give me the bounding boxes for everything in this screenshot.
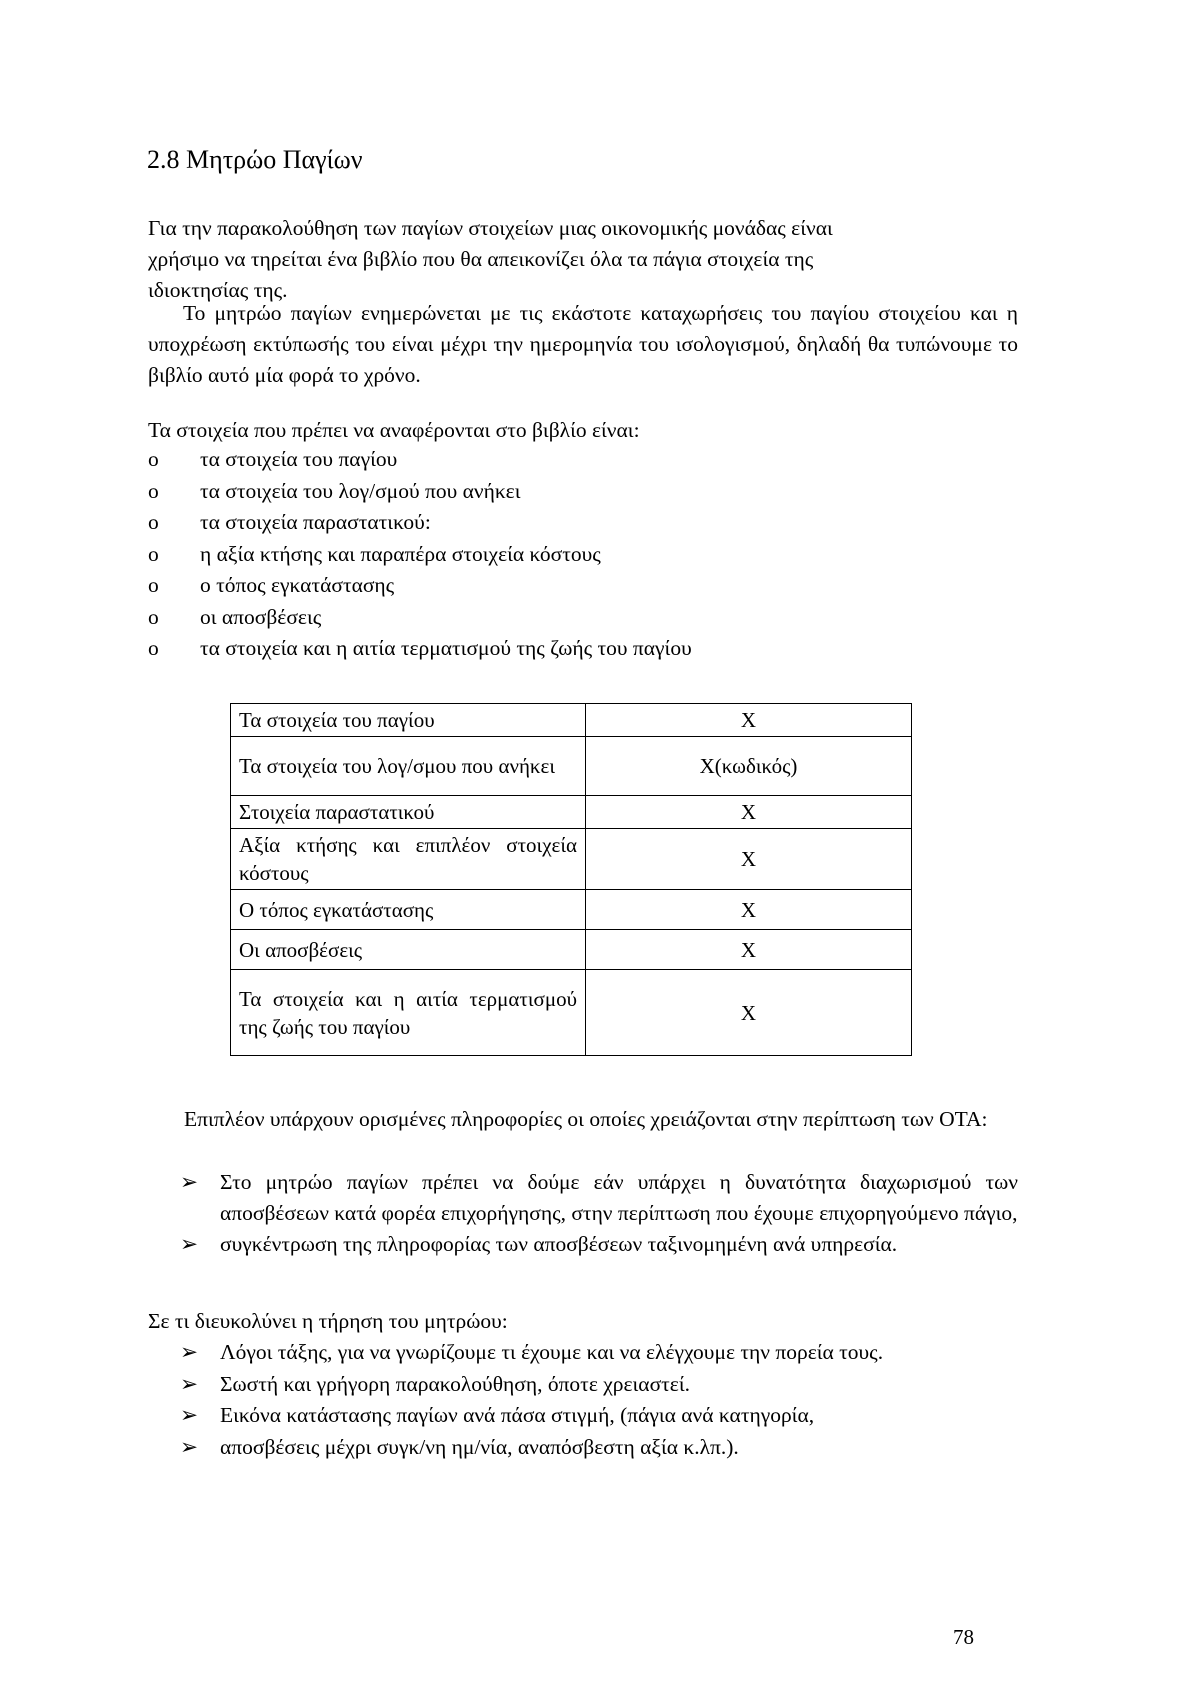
circle-bullet-icon: o [148, 510, 159, 534]
table-cell-label: Αξία κτήσης και επιπλέον στοιχεία κόστους [231, 829, 586, 890]
circle-bullet-icon: o [148, 636, 159, 660]
circle-bullet-icon: o [148, 573, 159, 597]
list-item: ➢ Εικόνα κατάστασης παγίων ανά πάσα στιγμή, (πάγια ανά κατηγορία, [180, 1400, 1018, 1432]
table-cell-value: X [586, 704, 912, 737]
table-cell-value: X [586, 930, 912, 970]
table-cell-label: Τα στοιχεία και η αιτία τερματισμού της ζωής του παγίου [231, 970, 586, 1056]
table-cell-label: Οι αποσβέσεις [231, 930, 586, 970]
table-cell-label: Ο τόπος εγκατάστασης [231, 890, 586, 930]
table-row [231, 737, 912, 796]
elements-list [148, 444, 692, 665]
table-row [231, 704, 912, 737]
list-item: ➢ Σωστή και γρήγορη παρακολούθηση, όποτε χρειαστεί. [180, 1369, 1018, 1401]
table-cell-value: X [586, 796, 912, 829]
table-cell-label: Τα στοιχεία του παγίου [231, 704, 586, 737]
list-item: ➢ συγκέντρωση της πληροφορίας των αποσβέσεων ταξινομημένη ανά υπηρεσία. [180, 1229, 1018, 1260]
arrow-bullet-icon: ➢ [180, 1170, 199, 1194]
list-item: o τα στοιχεία του παγίου [148, 444, 692, 476]
list-item: o τα στοιχεία και η αιτία τερματισμού της ζωής του παγίου [148, 633, 692, 665]
ota-intro: Επιπλέον υπάρχουν ορισμένες πληροφορίες οι οποίες χρειάζονται στην περίπτωση των ΟΤΑ: [184, 1107, 988, 1131]
circle-bullet-icon: o [148, 478, 159, 503]
arrow-bullet-icon: ➢ [180, 1371, 199, 1396]
list-item: o ο τόπος εγκατάστασης [148, 570, 692, 602]
update-paragraph: Το μητρώο παγίων ενημερώνεται με τις εκάστοτε καταχωρήσεις του παγίου στοιχείου και η υποχρέωση εκτύπωσής του είναι μέχρι την ημερομηνία του ισολογισμού, δηλαδή θα τυπώνουμε το βιβλίο αυτό μία φορά το χρόνο. [148, 301, 1018, 387]
list-item: o τα στοιχεία παραστατικού: [148, 507, 692, 539]
arrow-bullet-icon: ➢ [180, 1403, 199, 1427]
list-item: o τα στοιχεία του λογ/σμού που ανήκει [148, 476, 692, 508]
table-row [231, 970, 912, 1056]
table-row [231, 829, 912, 890]
table-row [231, 890, 912, 930]
table-cell-value: X(κωδικός) [586, 737, 912, 796]
table-row [231, 796, 912, 829]
list-item: o η αξία κτήσης και παραπέρα στοιχεία κόστους [148, 539, 692, 571]
list-item: ➢ Λόγοι τάξης, για να γνωρίζουμε τι έχουμε και να ελέγχουμε την πορεία τους. [180, 1337, 1018, 1369]
list-item: o οι αποσβέσεις [148, 602, 692, 634]
list-item: ➢ Στο μητρώο παγίων πρέπει να δούμε εάν υπάρχει η δυνατότητα διαχωρισμού των αποσβέσεων κατά φορέα επιχορήγησης, στην περίπτωση που έχουμε επιχορηγούμενο πάγιο, [180, 1167, 1018, 1229]
arrow-bullet-icon: ➢ [180, 1232, 199, 1256]
intro-paragraph [148, 213, 1018, 275]
page-number: 78 [953, 1625, 974, 1649]
table-cell-label: Στοιχεία παραστατικού [231, 796, 586, 829]
circle-bullet-icon: o [148, 447, 159, 471]
intro-line-3: ιδιοκτησίας της. [148, 278, 288, 302]
table-cell-label: Τα στοιχεία του λογ/σμου που ανήκει [231, 737, 586, 796]
table-cell-value: X [586, 829, 912, 890]
table-cell-value: X [586, 970, 912, 1056]
register-table [230, 703, 912, 1056]
list-item: ➢ αποσβέσεις μέχρι συγκ/νη ημ/νία, αναπόσβεστη αξία κ.λπ.). [180, 1432, 1018, 1464]
circle-bullet-icon: o [148, 604, 159, 629]
table-row [231, 930, 912, 970]
intro-line-2: χρήσιμο να τηρείται ένα βιβλίο που θα απεικονίζει όλα τα πάγια στοιχεία της [148, 247, 814, 271]
table-cell-value: X [586, 890, 912, 930]
elements-intro: Τα στοιχεία που πρέπει να αναφέρονται στο βιβλίο είναι: [148, 418, 640, 442]
benefits-list [180, 1337, 1018, 1463]
arrow-bullet-icon: ➢ [180, 1340, 199, 1364]
arrow-bullet-icon: ➢ [180, 1434, 199, 1459]
intro-line-1: Για την παρακολούθηση των παγίων στοιχείων μιας οικονομικής μονάδας είναι [148, 216, 833, 240]
section-heading: 2.8 Μητρώο Παγίων [147, 145, 363, 174]
ota-list [180, 1167, 1018, 1260]
circle-bullet-icon: o [148, 541, 159, 566]
benefits-question: Σε τι διευκολύνει η τήρηση του μητρώου: [148, 1309, 508, 1333]
